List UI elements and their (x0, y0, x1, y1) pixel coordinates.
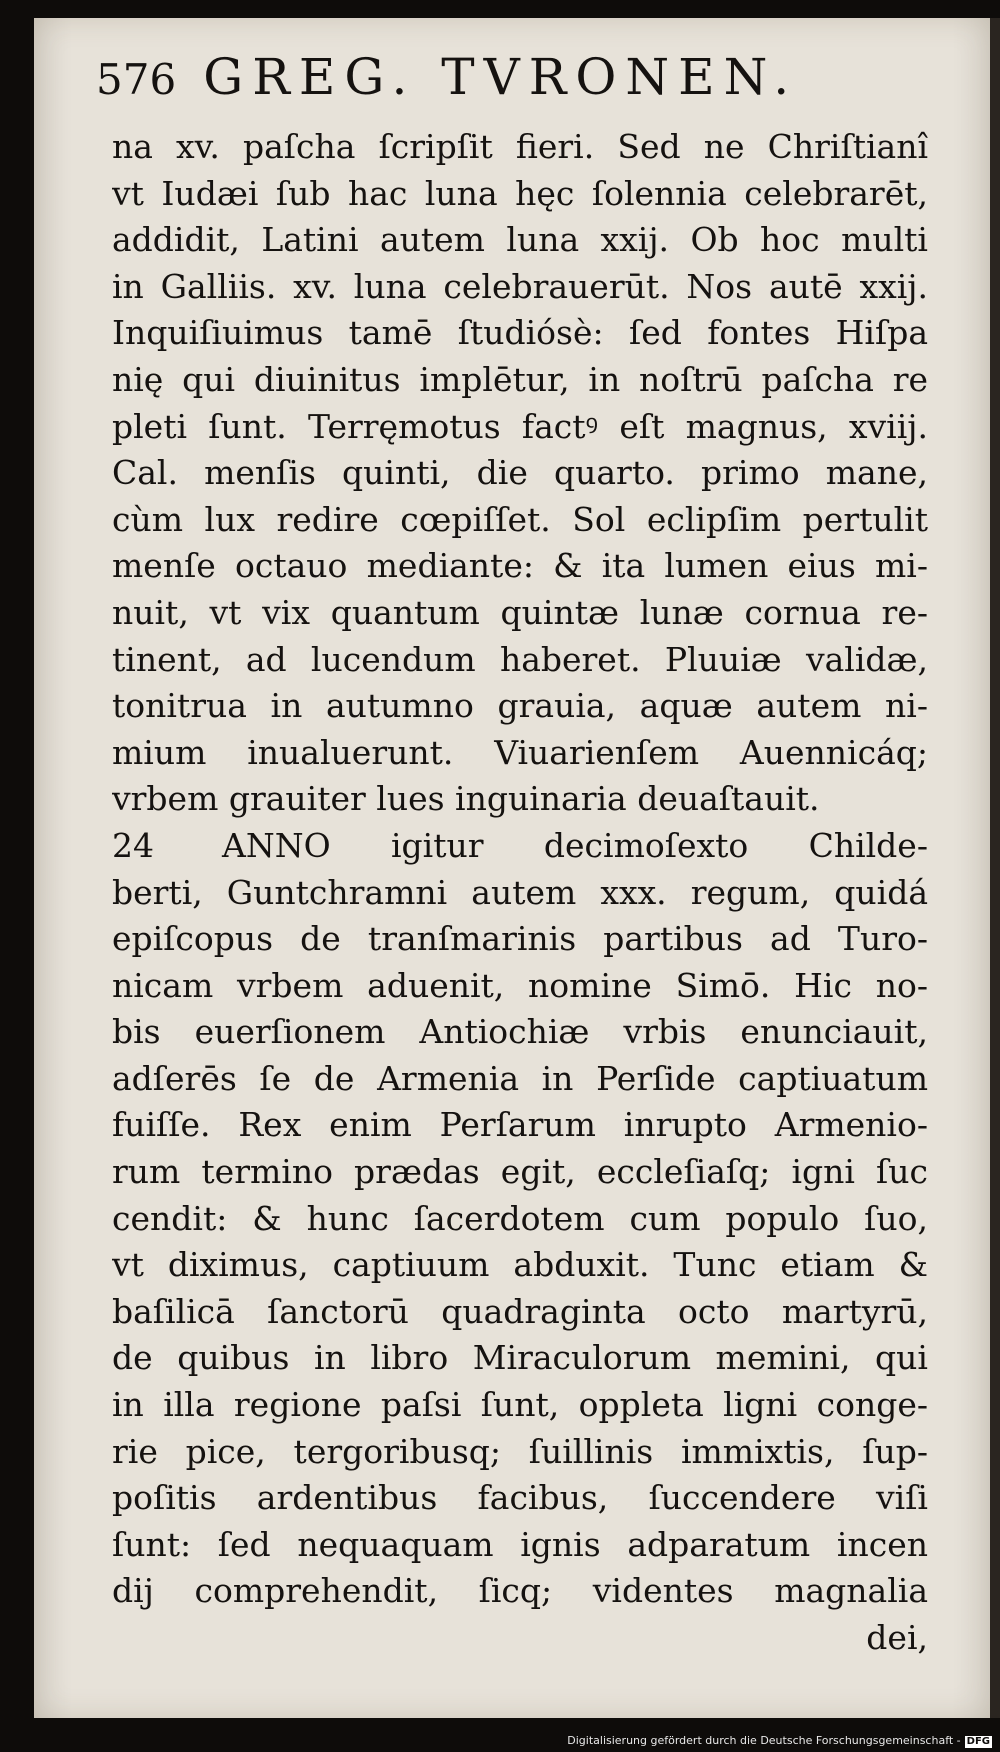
page-header (96, 48, 798, 106)
text-line: vt diximus, captiuum abduxit. Tunc etiam & (112, 1245, 928, 1285)
digitization-credit (567, 1734, 992, 1748)
text-line: in illa regione paſsi ſunt, oppleta ligni conge- (112, 1385, 928, 1425)
running-title: GREG. TVRONEN. (203, 48, 799, 106)
text-line: na xv. paſcha ſcripſit fieri. Sed ne Chriſtianî (112, 127, 928, 166)
chapter-start-line (112, 823, 928, 870)
text-line: berti, Guntchramni autem xxx. regum, quidá (112, 872, 928, 912)
chapter-first-line: ANNO igitur decimoſexto Childe- (222, 825, 928, 865)
text-line: bis euerſionem Antiochiæ vrbis enunciauit, (112, 1012, 928, 1052)
text-line: Inquiſiuimus tamē ſtudiósè: ſed fontes Hiſpa (112, 313, 928, 353)
page-number: 576 (96, 55, 177, 104)
text-line: mium inualuerunt. Viuarienſem Auennicáq; (112, 732, 928, 772)
credit-text: Digitalisierung gefördert durch die Deutsche Forschungsgemeinschaft - (567, 1734, 961, 1747)
text-line: vt Iudæi ſub hac luna hęc ſolennia celebrarēt, (112, 173, 928, 213)
text-line: tonitrua in autumno grauia, aquæ autem ni- (112, 686, 928, 726)
text-line: rie pice, tergoribusq; ſuillinis immixtis, ſup- (112, 1431, 928, 1471)
text-line: cendit: & hunc ſacerdotem cum populo ſuo, (112, 1198, 928, 1238)
text-line: ſunt: ſed nequaquam ignis adparatum incen (112, 1524, 928, 1564)
text-line: nię qui diuinitus implētur, in noſtrū paſcha re (112, 359, 928, 399)
dfg-logo: DFG (966, 1736, 990, 1747)
text-line: vrbem grauiter lues inguinaria deuaſtauit. (112, 779, 820, 819)
text-line: in Galliis. xv. luna celebrauerūt. Nos autē xxij. (112, 266, 928, 306)
text-line: fuiſſe. Rex enim Perſarum inrupto Armenio- (112, 1105, 928, 1145)
text-line: menſe octauo mediante: & ita lumen eius mi- (112, 546, 928, 586)
text-line: tinent, ad lucendum haberet. Pluuiæ validæ, (112, 639, 928, 679)
text-line: baſilicā ſanctorū quadraginta octo martyrū, (112, 1291, 928, 1331)
text-line: adſerēs ſe de Armenia in Perſide captiuatum (112, 1058, 928, 1098)
text-block (112, 124, 928, 1662)
text-line: Cal. menſis quinti, die quarto. primo mane, (112, 453, 928, 493)
text-line: dij comprehendit, ſicq; videntes magnalia (112, 1571, 928, 1611)
text-line: rum termino prædas egit, eccleſiaſq; igni ſuc (112, 1152, 928, 1192)
text-line: addidit, Latini autem luna xxij. Ob hoc multi (112, 220, 928, 260)
scan-edge (990, 18, 1000, 1718)
chapter-number: 24 (112, 825, 154, 865)
text-line: epiſcopus de tranſmarinis partibus ad Turo- (112, 919, 928, 959)
text-line: pleti ſunt. Terręmotus factꝰ eſt magnus, xviij. (112, 406, 928, 446)
text-line: de quibus in libro Miraculorum memini, qui (112, 1338, 928, 1378)
text-line: nicam vrbem aduenit, nomine Simō. Hic no- (112, 965, 928, 1005)
text-line: nuit, vt vix quantum quintæ lunæ cornua re- (112, 592, 928, 632)
text-line: cùm lux redire cœpiſſet. Sol eclipſim pertulit (112, 499, 928, 539)
catchword: dei, (866, 1618, 928, 1657)
text-line: poſitis ardentibus facibus, ſuccendere viſi (112, 1478, 928, 1518)
